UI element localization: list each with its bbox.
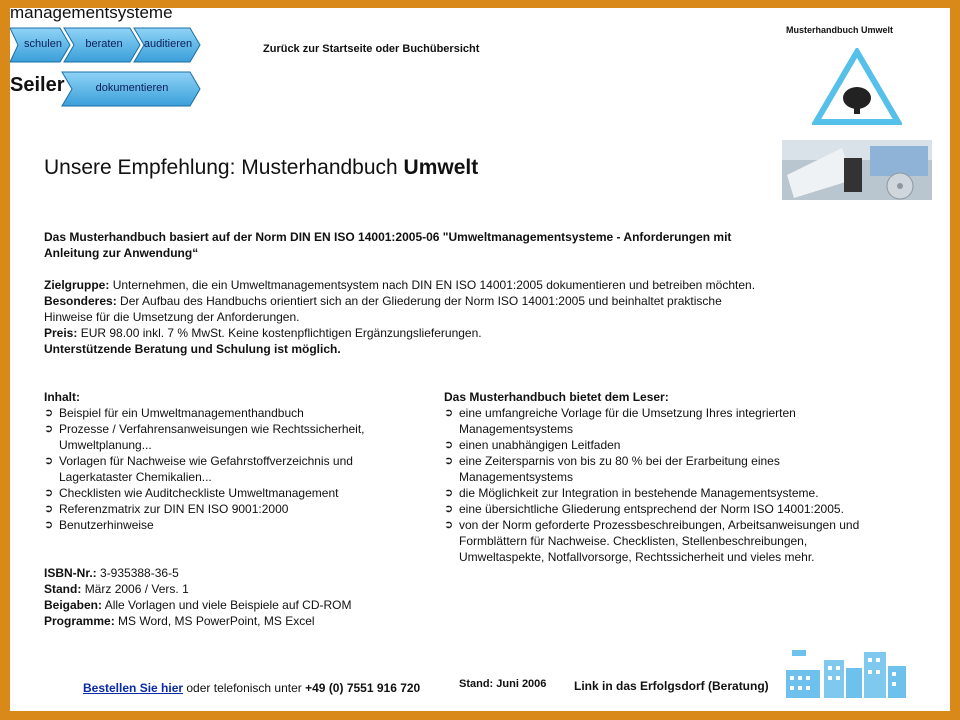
- leser-item: [444, 501, 924, 517]
- inhalt-item-text: Beispiel für ein Umweltmanagementhandbuch: [59, 406, 304, 420]
- inhalt-item: [44, 485, 434, 501]
- nav-auditieren[interactable]: auditieren: [143, 38, 193, 50]
- leser-item-text: Formblättern für Nachweise. Checklisten, Stellenbeschreibungen,: [459, 534, 808, 548]
- arrow-bullet-icon: ➲: [444, 503, 454, 515]
- leser-section: [444, 389, 924, 565]
- inhalt-item-text: Prozesse / Verfahrensanweisungen wie Rechtssicherheit,: [59, 422, 365, 436]
- book-info: ISBN-Nr.: 3-935388-36-5 Stand: März 2006 / Vers. 1 Beigaben: Alle Vorlagen und viele Beispiele auf CD-ROM Programme: MS Word, MS PowerPoint, MS Excel: [44, 566, 352, 628]
- arrow-bullet-icon: ➲: [444, 487, 454, 499]
- erfolgsdorf-link[interactable]: Link in das Erfolgsdorf (Beratung): [574, 679, 769, 693]
- arrow-bullet-icon: ➲: [44, 519, 54, 531]
- order-line: Bestellen Sie hier oder telefonisch unter +49 (0) 7551 916 720: [83, 681, 421, 695]
- inhalt-item: [44, 517, 434, 533]
- page-label: Musterhandbuch Umwelt: [786, 25, 894, 35]
- arrow-bullet-icon: ➲: [444, 407, 454, 419]
- nav-dokumentieren[interactable]: dokumentieren: [95, 82, 169, 94]
- inhalt-item-text: Umweltplanung...: [59, 438, 152, 452]
- leser-item: [444, 517, 924, 565]
- leser-item: [444, 485, 924, 501]
- leser-item-text: eine umfangreiche Vorlage für die Umsetzung Ihres integrierten: [459, 406, 796, 420]
- inhalt-item-text: Benutzerhinweise: [59, 518, 154, 532]
- page-title: Unsere Empfehlung: Musterhandbuch Umwelt: [44, 156, 479, 179]
- leser-item-text: Managementsystems: [459, 470, 574, 484]
- inhalt-title: Inhalt:: [44, 390, 80, 404]
- back-link[interactable]: Zurück zur Startseite oder Buchübersicht: [263, 43, 480, 55]
- intro-text: Das Musterhandbuch basiert auf der Norm DIN EN ISO 14001:2005-06 "Umweltmanagementsysteme - Anforderungen mit Anleitung zur Anwendung“: [44, 230, 732, 260]
- inhalt-item: [44, 405, 434, 421]
- phone-number: +49 (0) 7551 916 720: [305, 681, 421, 695]
- arrow-bullet-icon: ➲: [444, 519, 454, 531]
- inhalt-item: [44, 501, 434, 517]
- leser-item-text: eine übersichtliche Gliederung entsprechend der Norm ISO 14001:2005.: [459, 502, 844, 516]
- leser-item: [444, 453, 924, 485]
- footer-stand: Stand: Juni 2006: [459, 678, 547, 690]
- inhalt-item-text: Referenzmatrix zur DIN EN ISO 9001:2000: [59, 502, 289, 516]
- brand-name: Seiler: [10, 74, 65, 96]
- leser-title: Das Musterhandbuch bietet dem Leser:: [444, 390, 669, 404]
- leser-list: [444, 405, 924, 565]
- inhalt-item-text: Lagerkataster Chemikalien...: [59, 470, 212, 484]
- leser-item: [444, 405, 924, 437]
- town-icon[interactable]: [784, 640, 908, 700]
- arrow-bullet-icon: ➲: [44, 423, 54, 435]
- nav-schulen[interactable]: schulen: [24, 38, 62, 50]
- nav-beraten[interactable]: beraten: [85, 38, 123, 50]
- arrow-bullet-icon: ➲: [44, 455, 54, 467]
- environment-triangle-icon: [812, 48, 902, 126]
- inhalt-item: [44, 453, 434, 485]
- arrow-bullet-icon: ➲: [44, 503, 54, 515]
- brand-title: managementsysteme: [10, 8, 173, 22]
- leser-item-text: von der Norm geforderte Prozessbeschreibungen, Arbeitsanweisungen und: [459, 518, 860, 532]
- inhalt-section: [44, 389, 434, 533]
- arrow-bullet-icon: ➲: [44, 487, 54, 499]
- details-block: Zielgruppe: Unternehmen, die ein Umweltmanagementsystem nach DIN EN ISO 14001:2005 dokumentieren und betreiben möchten. Besonderes: Der Aufbau des Handbuchs orientiert sich an der Gliederung der Norm ISO 14001:2005 und beinhaltet praktische Hinweise für die Umsetzung der Anforderungen. Preis: EUR 98.00 inkl. 7 % MwSt. Keine kostenpflichtigen Ergänzungslieferungen. Unterstützende Beratung und Schulung ist möglich.: [44, 278, 756, 356]
- inhalt-list: [44, 405, 434, 533]
- product-photo: [782, 140, 932, 200]
- leser-item-text: einen unabhängigen Leitfaden: [459, 438, 621, 452]
- leser-item-text: Umweltaspekte, Notfallvorsorge, Rechtssicherheit und vieles mehr.: [459, 550, 815, 564]
- inhalt-item: [44, 421, 434, 453]
- inhalt-item-text: Checklisten wie Auditcheckliste Umweltmanagement: [59, 486, 339, 500]
- leser-item-text: eine Zeitersparnis von bis zu 80 % bei der Erarbeitung eines: [459, 454, 780, 468]
- page-content: [10, 8, 950, 711]
- leser-item-text: die Möglichkeit zur Integration in bestehende Managementsysteme.: [459, 486, 819, 500]
- arrow-bullet-icon: ➲: [444, 439, 454, 451]
- arrow-bullet-icon: ➲: [44, 407, 54, 419]
- inhalt-item-text: Vorlagen für Nachweise wie Gefahrstoffverzeichnis und: [59, 454, 353, 468]
- leser-item: [444, 437, 924, 453]
- order-link[interactable]: Bestellen Sie hier: [83, 681, 184, 695]
- leser-item-text: Managementsystems: [459, 422, 574, 436]
- arrow-bullet-icon: ➲: [444, 455, 454, 467]
